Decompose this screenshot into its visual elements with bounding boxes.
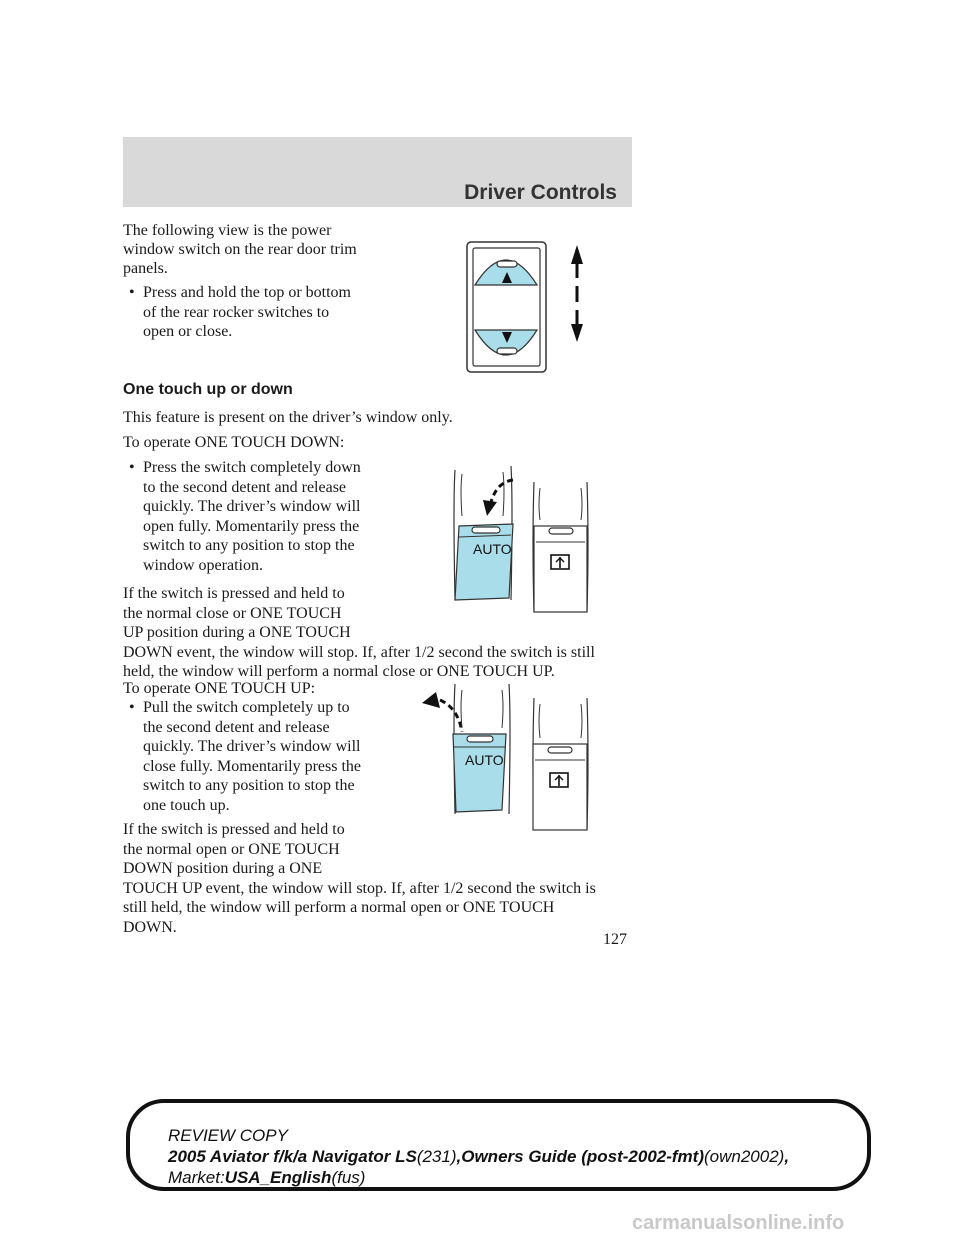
text-line: still held, the window will perform a normal open or ONE TOUCH xyxy=(123,899,555,917)
window-icon xyxy=(551,555,569,569)
text-line: Press the switch completely down xyxy=(143,459,361,476)
review-copy-box xyxy=(126,1099,871,1191)
review-copy-label: REVIEW COPY xyxy=(168,1126,288,1145)
bullet-item xyxy=(129,283,351,342)
one-touch-up-figure xyxy=(420,676,595,836)
text-line: window operation. xyxy=(143,556,263,574)
text-line: the normal open or ONE TOUCH xyxy=(123,840,340,858)
one-touch-down-figure xyxy=(445,460,595,620)
text-line: If the switch is pressed and held to xyxy=(123,585,345,602)
text-line: close fully. Momentarily press the xyxy=(143,757,362,775)
text-line: window switch on the rear door trim xyxy=(123,241,357,258)
text-line: to the second detent and release xyxy=(143,478,347,496)
text-line: Press and hold the top or bottom xyxy=(143,284,351,301)
text-line: the second detent and release xyxy=(143,718,330,736)
page-number: 127 xyxy=(603,931,627,948)
curved-arrow-icon xyxy=(422,692,462,732)
text-line: open or close. xyxy=(143,323,233,341)
text-line: quickly. The driver’s window will xyxy=(143,738,361,756)
header-band xyxy=(123,137,632,207)
bullet-mark: • xyxy=(129,284,135,301)
up-paragraph xyxy=(123,820,596,938)
text-line: UP position during a ONE TOUCH xyxy=(123,624,351,642)
text-line: Pull the switch completely up to xyxy=(143,699,350,716)
text-line: DOWN event, the window will stop. If, after 1/2 second the switch is still xyxy=(123,643,595,661)
auto-label: AUTO xyxy=(465,752,504,768)
rear-rocker-switch-figure xyxy=(465,240,605,376)
bullet-mark: • xyxy=(129,459,135,476)
text-line: panels. xyxy=(123,260,168,277)
text-line: DOWN position during a ONE xyxy=(123,860,323,878)
text-line: TOUCH UP event, the window will stop. If, after 1/2 second the switch is xyxy=(123,879,596,897)
text-line: quickly. The driver’s window will xyxy=(143,498,361,516)
curved-arrow-icon xyxy=(483,480,513,516)
auto-label: AUTO xyxy=(473,541,512,557)
up-lead: To operate ONE TOUCH UP: xyxy=(123,680,316,697)
one-touch-heading: One touch up or down xyxy=(123,381,293,398)
window-icon xyxy=(550,773,568,787)
review-copy-text xyxy=(168,1125,789,1188)
market-line: Market:USA_English(fus) xyxy=(168,1168,366,1187)
section-title: Driver Controls xyxy=(464,181,617,204)
one-touch-intro: This feature is present on the driver’s window only. xyxy=(123,409,453,426)
watermark: carmanualsonline.info xyxy=(632,1212,845,1234)
auto-switch-pulled xyxy=(453,734,506,812)
up-bullet xyxy=(129,698,362,816)
down-lead: To operate ONE TOUCH DOWN: xyxy=(123,434,345,451)
text-line: switch to any position to stop the xyxy=(143,537,355,555)
text-line: open fully. Momentarily press the xyxy=(143,517,360,535)
text-line: one touch up. xyxy=(143,796,230,814)
bullet-mark: • xyxy=(129,699,135,716)
up-down-arrow-icon xyxy=(571,245,583,342)
text-line: If the switch is pressed and held to xyxy=(123,821,345,838)
text-line: held, the window will perform a normal close or ONE TOUCH UP. xyxy=(123,663,555,681)
model-line: 2005 Aviator f/k/a Navigator LS(231),Owners Guide (post-2002-fmt)(own2002), xyxy=(168,1147,790,1166)
text-line: switch to any position to stop the xyxy=(143,777,355,795)
text-line: DOWN. xyxy=(123,918,177,936)
text-line: The following view is the power xyxy=(123,222,332,239)
down-bullet xyxy=(129,458,361,576)
text-line: the normal close or ONE TOUCH xyxy=(123,604,342,622)
text-line: of the rear rocker switches to xyxy=(143,303,330,321)
